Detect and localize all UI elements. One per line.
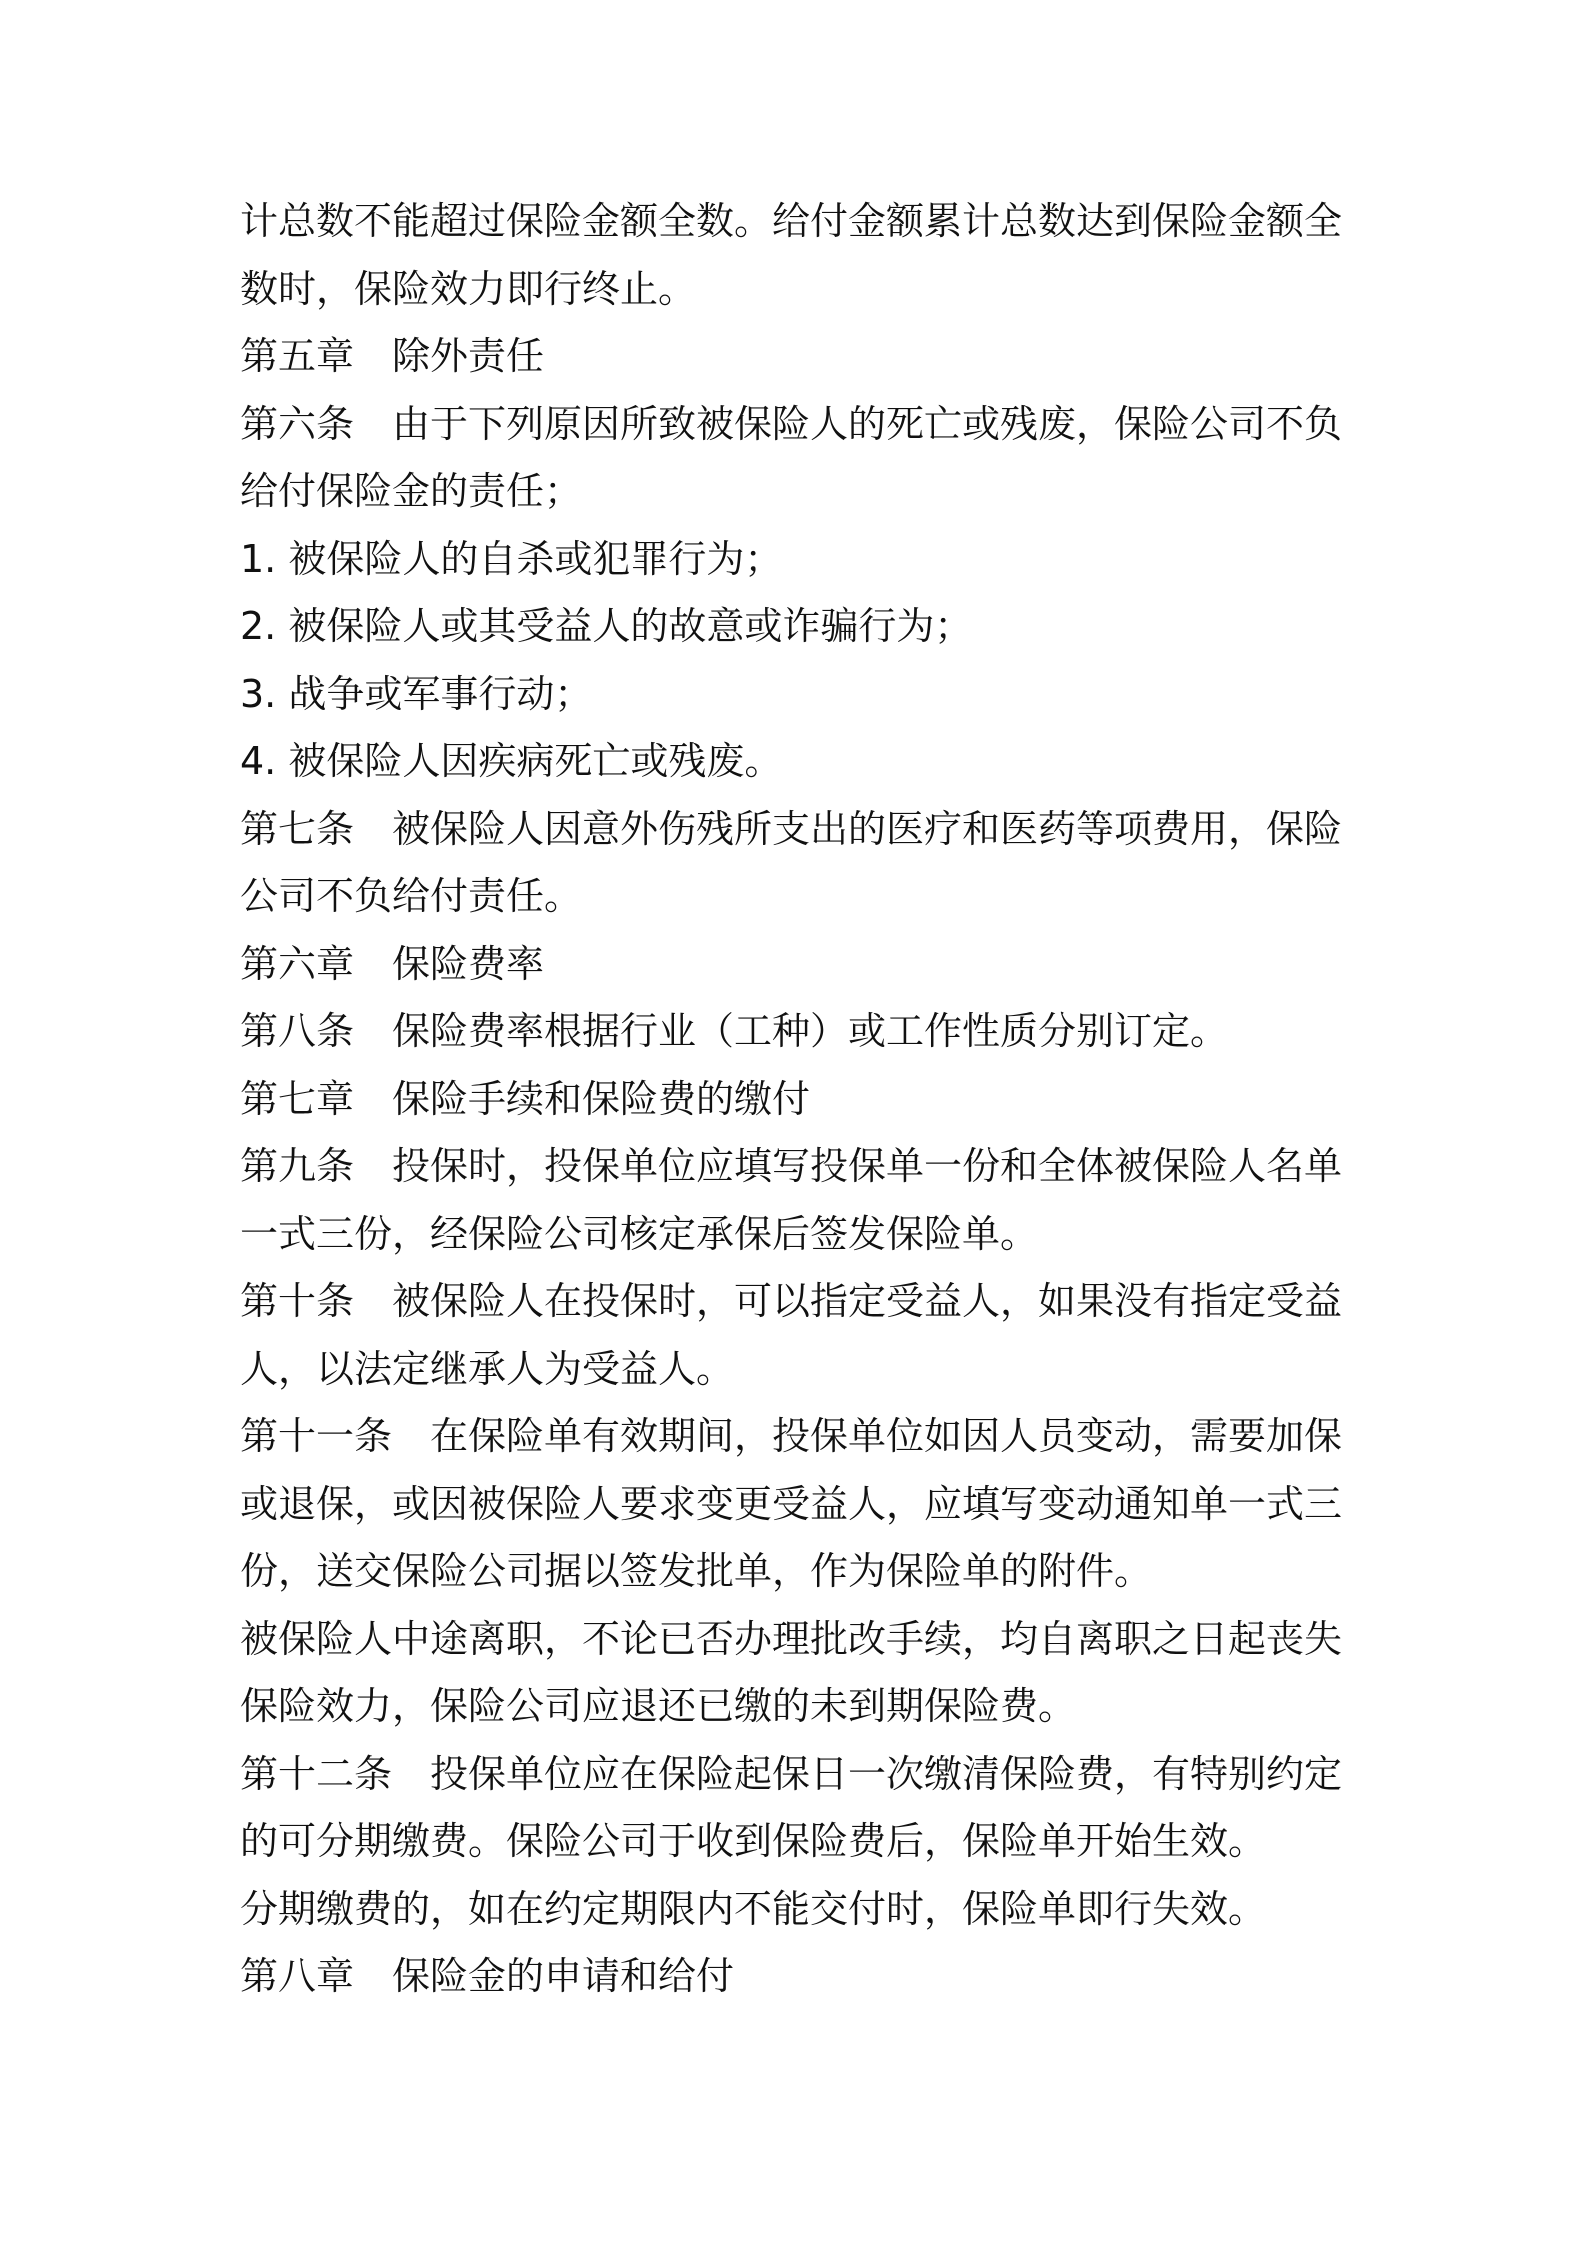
chapter-title: 保险金的申请和给付	[392, 1954, 735, 1998]
text-line: 或退保，或因被保险人要求变更受益人，应填写变动通知单一式三	[240, 1481, 1343, 1526]
text-line: 公司不负给付责任。	[240, 874, 583, 918]
article-line	[240, 1133, 1350, 1201]
article-text: 由于下列原因所致被保险人的死亡或残废，保险公司不负	[392, 401, 1343, 446]
chapter-title: 保险费率	[392, 941, 545, 986]
text-line: 的可分期缴费。保险公司于收到保险费后，保险单开始生效。	[240, 1819, 1267, 1863]
article-text: 投保单位应在保险起保日一次缴清保险费，有特别约定	[430, 1751, 1343, 1796]
article-line	[240, 1741, 1350, 1809]
chapter-heading	[240, 1066, 1350, 1134]
chapter-heading	[240, 931, 1350, 999]
article-text: 被保险人因意外伤残所支出的医疗和医药等项费用，保险	[392, 806, 1343, 851]
article-line	[240, 796, 1350, 864]
chapter-number: 第八章	[240, 1954, 355, 1998]
list-item: 1. 被保险人的自杀或犯罪行为；	[240, 536, 783, 581]
text-line: 分期缴费的，如在约定期限内不能交付时，保险单即行失效。	[240, 1886, 1267, 1931]
text-line: 一式三份，经保险公司核定承保后签发保险单。	[240, 1211, 1039, 1256]
article-line	[240, 1403, 1350, 1471]
article-text: 在保险单有效期间，投保单位如因人员变动，需要加保	[430, 1414, 1343, 1458]
text-line: 保险效力，保险公司应退还已缴的未到期保险费。	[240, 1684, 1077, 1728]
article-number: 第十条	[240, 1279, 355, 1323]
article-number: 第八条	[240, 1009, 355, 1053]
article-text: 被保险人在投保时，可以指定受益人，如果没有指定受益	[392, 1279, 1343, 1323]
article-text: 投保时，投保单位应填写投保单一份和全体被保险人名单	[392, 1144, 1343, 1188]
article-number: 第十一条	[240, 1414, 393, 1458]
article-line	[240, 998, 1350, 1066]
list-item: 3. 战争或军事行动；	[240, 671, 593, 716]
text-line: 人，以法定继承人为受益人。	[240, 1346, 735, 1391]
list-item: 2. 被保险人或其受益人的故意或诈骗行为；	[240, 604, 973, 648]
text-line: 给付保险金的责任；	[240, 469, 583, 513]
article-line	[240, 391, 1350, 459]
article-number: 第十二条	[240, 1751, 393, 1796]
text-line: 被保险人中途离职，不论已否办理批改手续，均自离职之日起丧失	[240, 1616, 1343, 1661]
article-line	[240, 1268, 1350, 1336]
text-line: 份，送交保险公司据以签发批单，作为保险单的附件。	[240, 1549, 1153, 1593]
text-line: 数时，保险效力即行终止。	[240, 266, 697, 311]
document-body	[240, 188, 1350, 2011]
chapter-title: 除外责任	[392, 334, 545, 378]
chapter-heading	[240, 323, 1350, 391]
article-number: 第九条	[240, 1144, 355, 1188]
article-number: 第六条	[240, 401, 355, 446]
chapter-title: 保险手续和保险费的缴付	[392, 1076, 811, 1121]
list-item: 4. 被保险人因疾病死亡或残废。	[240, 739, 783, 783]
chapter-number: 第五章	[240, 334, 355, 378]
article-number: 第七条	[240, 806, 355, 851]
article-text: 保险费率根据行业（工种）或工作性质分别订定。	[392, 1009, 1229, 1053]
chapter-number: 第六章	[240, 941, 355, 986]
text-line: 计总数不能超过保险金额全数。给付金额累计总数达到保险金额全	[240, 199, 1343, 243]
chapter-heading	[240, 1943, 1350, 2011]
chapter-number: 第七章	[240, 1076, 355, 1121]
